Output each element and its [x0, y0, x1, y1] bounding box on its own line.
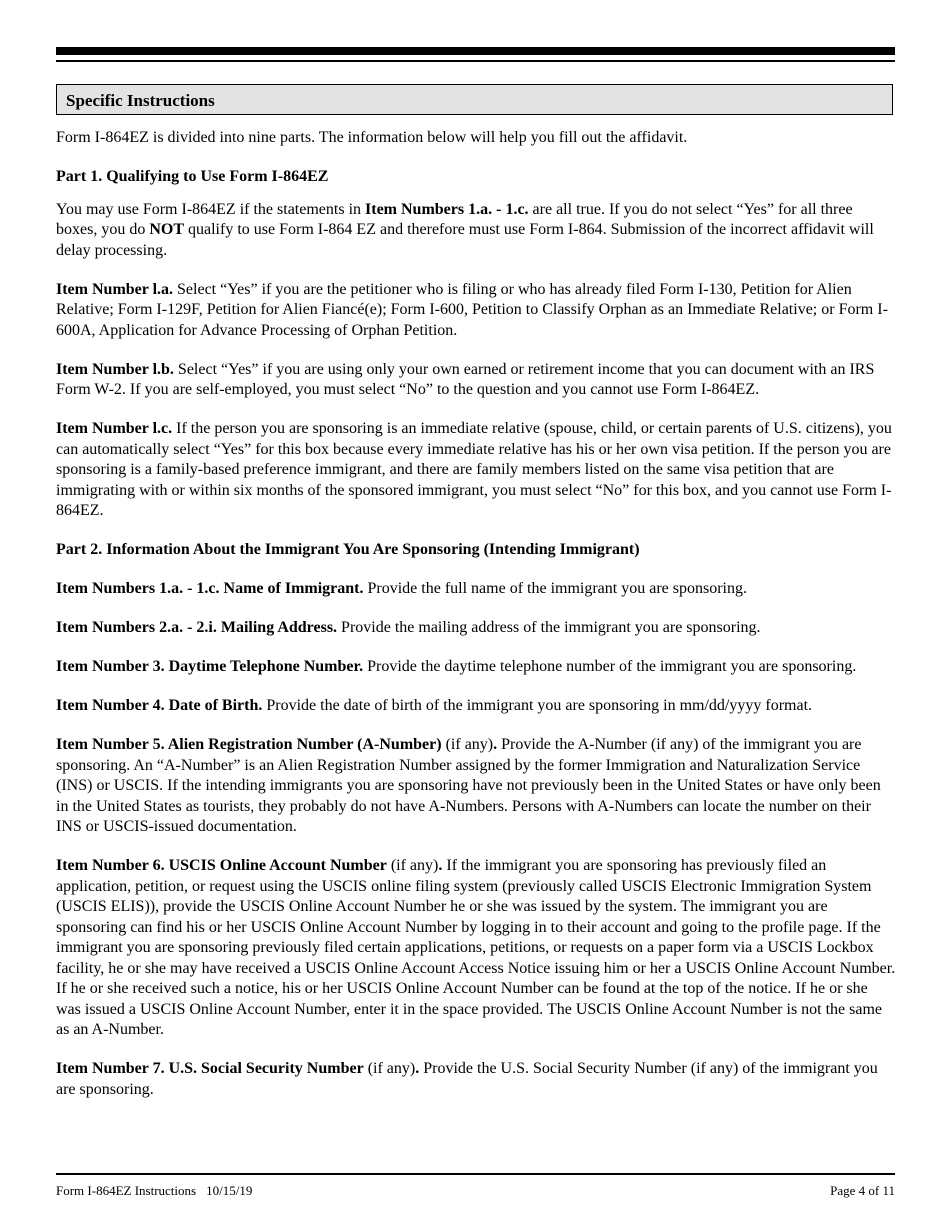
item-1c-label: Item Number l.c.	[56, 420, 173, 437]
item-4-dob-paragraph: Item Number 4. Date of Birth. Provide the date of birth of the immigrant you are sponsoring in mm/dd/yyyy format.	[56, 697, 813, 714]
part1-heading: Part 1. Qualifying to Use Form I-864EZ	[56, 168, 329, 185]
item-6-online-account-paragraph: Item Number 6. USCIS Online Account Number (if any). If the immigrant you are sponsoring has previously filed an application, petition, or request using the USCIS online filing system (previously called USCIS Electronic Immigration System (USCIS ELIS)), provide the USCIS Online Account Number he or she was issued by the system. The immigrant you are sponsoring can find his or her USCIS Online Account Number by logging in to their account and going to the profile page. If the immigrant you are sponsoring previously filed certain applications, petitions, or requests on a paper form via a USCIS Lockbox facility, he or she may have received a USCIS Online Account Access Notice issuing him or her a USCIS Online Account Number. If he or she received such a notice, his or her USCIS Online Account Number can be found at the top of the notice. If he or she was issued a USCIS Online Account Number, enter it in the space provided. The USCIS Online Account Number is not the same as an A-Number.	[56, 857, 896, 1038]
section-header	[56, 84, 893, 115]
item-1a-paragraph: Item Number l.a. Select “Yes” if you are the petitioner who is filing or who has already filed Form I-130, Petition for Alien Relative; Form I-129F, Petition for Alien Fiancé(e); Form I-600, Petition to Classify Orphan as an Immediate Relative; or Form I-600A, Application for Advance Processing of Orphan Petition.	[56, 280, 888, 339]
item-1c-paragraph: Item Number l.c. If the person you are sponsoring is an immediate relative (spouse, child, or certain parents of U.S. citizens), you can automatically select “Yes” for this box because every immediate relative has his or her own visa petition. If the person you are sponsoring is a family-based preference immigrant, and there are family members listed on the same visa petition that are immigrating with or within six months of the sponsored immigrant, you must select “No” for this box, and you cannot use Form I-864EZ.	[56, 420, 892, 519]
top-thick-rule	[56, 47, 895, 55]
footer-form-info	[56, 1183, 252, 1199]
part1-paragraph: You may use Form I-864EZ if the statements in Item Numbers 1.a. - 1.c. are all true. If you do not select “Yes” for all three boxes, you do NOT qualify to use Form I-864 EZ and therefore must use Form I-864. Submission of the incorrect affidavit will delay processing.	[56, 200, 874, 259]
item-7-ssn-paragraph: Item Number 7. U.S. Social Security Number (if any). Provide the U.S. Social Security Number (if any) of the immigrant you are sponsoring.	[56, 1060, 878, 1098]
footer-edition-date: 10/15/19	[206, 1183, 253, 1198]
item-1b-paragraph: Item Number l.b. Select “Yes” if you are using only your own earned or retirement income that you can document with an IRS Form W-2. If you are self-employed, you must select “No” to the question and you cannot use Form I-864EZ.	[56, 360, 875, 398]
top-thin-rule	[56, 60, 895, 62]
item-5-anumber-paragraph: Item Number 5. Alien Registration Number (A-Number) (if any). Provide the A-Number (if any) of the immigrant you are sponsoring. An “A-Number” is an Alien Registration Number assigned by the former Immigration and Naturalization Service (INS) or USCIS. If the intending immigrants you are sponsoring have not previously been in the United States or have only been in the United States as tourists, they probably do not have A-Numbers. Persons with A-Numbers can locate the number on their INS or USCIS-issued documentation.	[56, 736, 881, 835]
footer-page-number: Page 4 of 11	[830, 1183, 895, 1198]
item-3-phone-paragraph: Item Number 3. Daytime Telephone Number. Provide the daytime telephone number of the immigrant you are sponsoring.	[56, 658, 857, 675]
intro-paragraph: Form I-864EZ is divided into nine parts. The information below will help you fill out the affidavit.	[56, 129, 688, 146]
instructions-body	[56, 128, 896, 1119]
item-2a2i-address-paragraph: Item Numbers 2.a. - 2.i. Mailing Address. Provide the mailing address of the immigrant you are sponsoring.	[56, 619, 761, 636]
item-1a-label: Item Number l.a.	[56, 280, 174, 298]
part2-heading: Part 2. Information About the Immigrant You Are Sponsoring (Intending Immigrant)	[56, 541, 640, 558]
item-1a1c-name-paragraph: Item Numbers 1.a. - 1.c. Name of Immigrant. Provide the full name of the immigrant you are sponsoring.	[56, 580, 747, 597]
footer-form-name: Form I-864EZ Instructions	[56, 1183, 197, 1198]
footer-rule	[56, 1173, 895, 1175]
section-title: Specific Instructions	[66, 91, 215, 110]
item-1b-label: Item Number l.b.	[56, 360, 174, 378]
